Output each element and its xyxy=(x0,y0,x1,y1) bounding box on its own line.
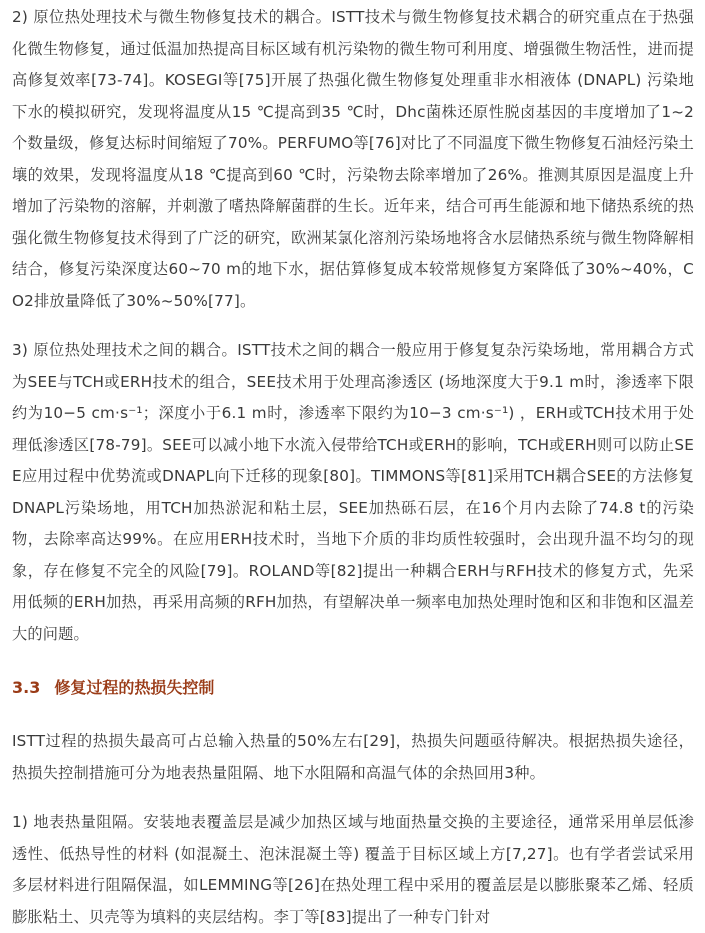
paragraph-heat-loss-intro: ISTT过程的热损失最高可占总输入热量的50%左右[29]，热损失问题亟待解决。根据热损失途径，热损失控制措施可分为地表热量阻隔、地下水阻隔和高温气体的余热回用3种。 xyxy=(12,732,694,782)
section-title: 修复过程的热损失控制 xyxy=(54,678,215,697)
paragraph-microbial-coupling: 2) 原位热处理技术与微生物修复技术的耦合。ISTT技术与微生物修复技术耦合的研究重点在于热强化微生物修复，通过低温加热提高目标区域有机污染物的微生物可利用度、增强微生物活性，进而提高修复效率[73-74]。KOSEGI等[75]开展了热强化微生物修复处理重非水相液体 (DNAPL) 污染地下水的模拟研究，发现将温度从15 ℃提高到35 ℃时，Dhc菌株还原性脱卤基因的丰度增加了1~2个数量级，修复达标时间缩短了70%。PERFUMO等[76]对比了不同温度下微生物修复石油烃污染土壤的效果，发现将温度从18 ℃提高到60 ℃时，污染物去除率增加了26%。推测其原因是温度上升增加了污染物的溶解，并刺激了嗜热降解菌群的生长。近年来，结合可再生能源和地下储热系统的热强化微生物修复技术得到了广泛的研究，欧洲某氯化溶剂污染场地将含水层储热系统与微生物降解相结合，修复污染深度达60~70 m的地下水，据估算修复成本较常规修复方案降低了30%~40%，CO2排放量降低了30%~50%[77]。 xyxy=(12,8,694,310)
paragraph-istt-coupling: 3) 原位热处理技术之间的耦合。ISTT技术之间的耦合一般应用于修复复杂污染场地，常用耦合方式为SEE与TCH或ERH技术的组合，SEE技术用于处理高渗透区 (场地深度大于9.1 m时，渗透率下限约为10−5 cm·s⁻¹；深度小于6.1 m时，渗透率下限约为10−3 cm·s⁻¹) ，ERH或TCH技术用于处理低渗透区[78-79]。SEE可以减小地下水流入侵带给TCH或ERH的影响，TCH或ERH则可以防止SEE应用过程中优势流或DNAPL向下迁移的现象[80]。TIMMONS等[81]采用TCH耦合SEE的方法修复DNAPL污染场地，用TCH加热淤泥和粘土层，SEE加热砾石层，在16个月内去除了74.8 t的污染物，去除率高达99%。在应用ERH技术时，当地下介质的非均质性较强时，会出现升温不均匀的现象，存在修复不完全的风险[79]。ROLAND等[82]提出一种耦合ERH与RFH技术的修复方式，先采用低频的ERH加热，再采用高频的RFH加热，有望解决单一频率电加热处理时饱和区和非饱和区温差大的问题。 xyxy=(12,341,694,643)
section-number: 3.3 xyxy=(12,678,41,697)
paragraph-surface-barrier: 1) 地表热量阻隔。安装地表覆盖层是减少加热区域与地面热量交换的主要途径，通常采用单层低渗透性、低热导性的材料 (如混凝土、泡沫混凝土等) 覆盖于目标区域上方[7,27]。也有学者尝试采用多层材料进行阻隔保温，如LEMMING等[26]在热处理工程中采用的覆盖层是以膨胀聚苯乙烯、轻质膨胀粘土、贝壳等为填料的夹层结构。李丁等[83]提出了一种专门针对 xyxy=(12,813,694,926)
section-heading xyxy=(12,674,694,702)
article-body xyxy=(12,0,694,933)
